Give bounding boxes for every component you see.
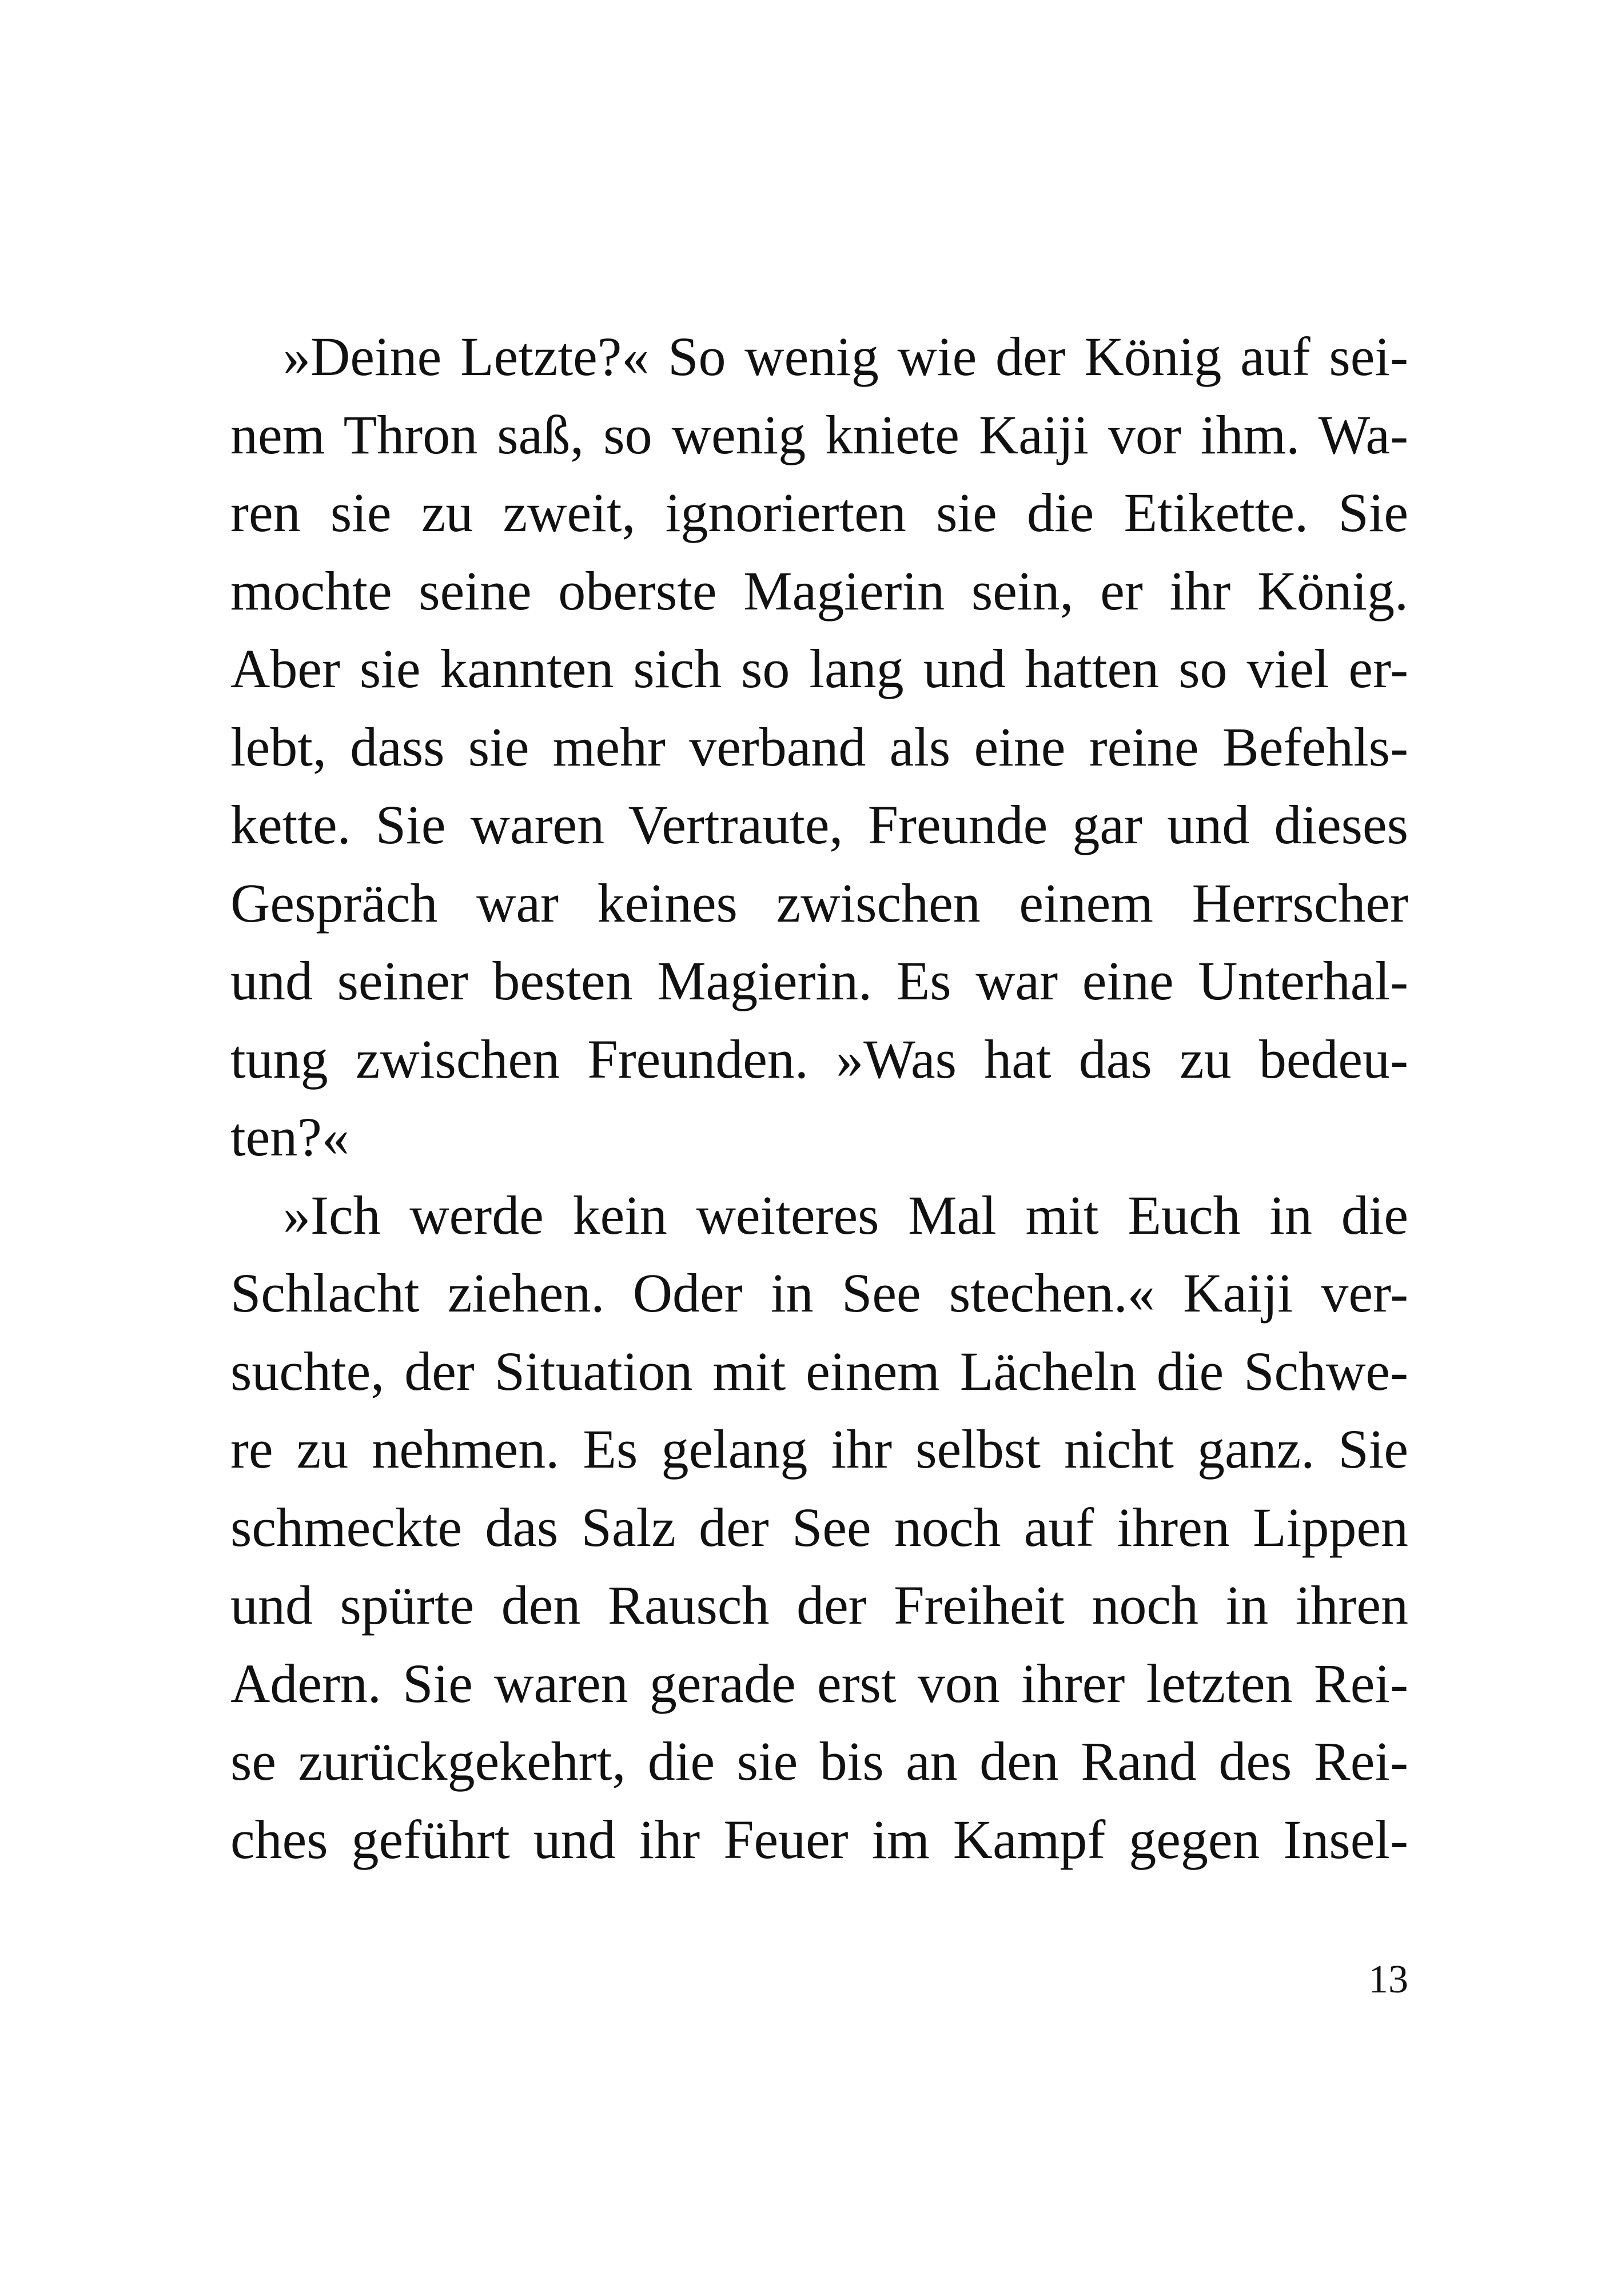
text-line: ten?« (230, 1106, 349, 1167)
text-line: und seiner besten Magierin. Es war eine Unterhal- (230, 950, 1408, 1011)
text-line: tung zwischen Freunden. »Was hat das zu bedeu- (230, 1028, 1408, 1090)
text-line: se zurückgekehrt, die sie bis an den Rand des Rei- (230, 1731, 1408, 1792)
text-line: mochte seine oberste Magierin sein, er ihr König. (230, 560, 1408, 621)
text-line: ren sie zu zweit, ignorierten sie die Etikette. Sie (230, 482, 1408, 543)
text-line: ches geführt und ihr Feuer im Kampf gegen Insel- (230, 1808, 1408, 1870)
text-line: suchte, der Situation mit einem Lächeln die Schwe- (230, 1340, 1408, 1402)
body-text (230, 318, 1408, 1879)
text-line: schmeckte das Salz der See noch auf ihren Lippen (230, 1496, 1408, 1558)
text-line: Adern. Sie waren gerade erst von ihrer letzten Rei- (230, 1652, 1408, 1714)
text-line: und spürte den Rausch der Freiheit noch in ihren (230, 1574, 1408, 1636)
text-line: lebt, dass sie mehr verband als eine reine Befehls- (230, 716, 1408, 778)
text-line: Gespräch war keines zwischen einem Herrscher (230, 872, 1408, 934)
text-line: Schlacht ziehen. Oder in See stechen.« Kaiji ver- (230, 1262, 1408, 1324)
text-line: Aber sie kannten sich so lang und hatten so viel er- (230, 638, 1408, 699)
text-line: »Deine Letzte?« So wenig wie der König auf sei- (283, 326, 1408, 387)
text-line: re zu nehmen. Es gelang ihr selbst nicht ganz. Sie (230, 1418, 1408, 1480)
page-number: 13 (1368, 1958, 1408, 2002)
text-line: »Ich werde kein weiteres Mal mit Euch in die (283, 1184, 1408, 1246)
text-line: nem Thron saß, so wenig kniete Kaiji vor ihm. Wa- (230, 404, 1408, 465)
text-line: kette. Sie waren Vertraute, Freunde gar und dieses (230, 794, 1408, 855)
